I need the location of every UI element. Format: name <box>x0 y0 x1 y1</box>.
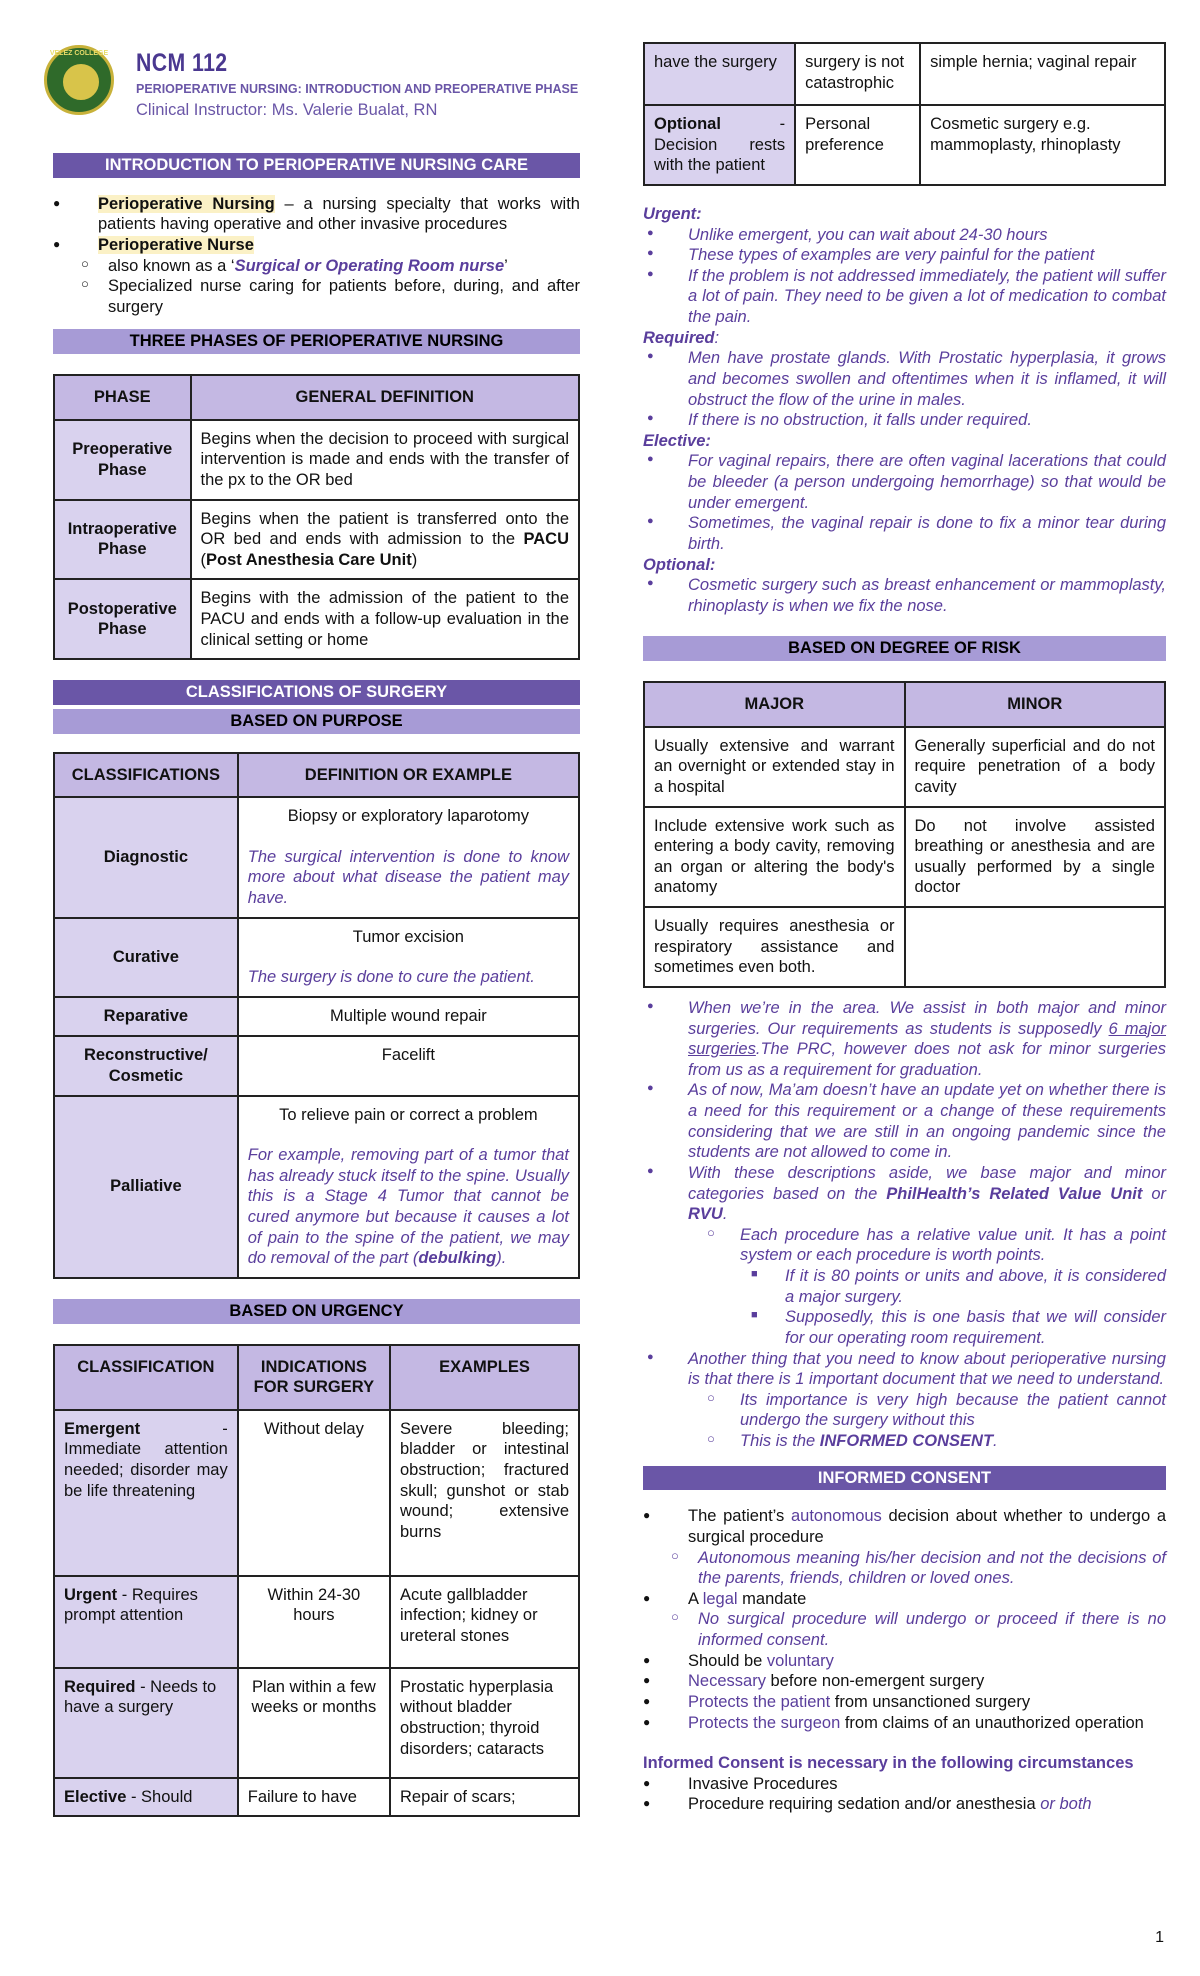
purpose-table <box>53 752 580 1279</box>
examples: Acute gallbladder infection; kidney or ureteral stones <box>390 1576 579 1668</box>
urgency-class <box>54 1668 238 1778</box>
sub-list-item <box>53 256 580 277</box>
classification-detail <box>238 797 579 918</box>
elective-notes-list <box>643 451 1166 554</box>
phase-definition: Begins with the admission of the patient to the PACU and ends with a follow-up evaluation in the clinical setting or home <box>191 579 580 659</box>
intro-list <box>53 194 580 318</box>
table-row <box>54 797 579 918</box>
item-highlight: voluntary <box>766 1651 834 1670</box>
note-bold-term: debulking <box>418 1249 497 1268</box>
note-item: ● These types of examples are very painful for the patient <box>643 245 1166 266</box>
urgent-notes-list <box>643 225 1166 328</box>
intro-heading: INTRODUCTION TO PERIOPERATIVE NURSING CARE <box>53 153 580 178</box>
note-body: For example, removing part of a tumor that has already stuck itself to the spine. Usually this is a Stage 4 Tumor that cannot be cured anymore but because it causes a lot of pain to the spine of the patient, we may do removal of the part ( <box>247 1146 569 1268</box>
col-definition-example: DEFINITION OR EXAMPLE <box>238 753 579 798</box>
urgency-table <box>53 1344 580 1818</box>
list-item <box>643 1506 1166 1547</box>
note-text: The surgery is done to cure the patient. <box>247 968 535 987</box>
item-text: from claims of an unauthorized operation <box>840 1713 1144 1732</box>
major-cell: Usually requires anesthesia or respiratory assistance and sometimes even both. <box>644 907 905 987</box>
table-row <box>644 907 1165 987</box>
classification-detail <box>238 918 579 997</box>
note-item: ● If there is no obstruction, it falls under required. <box>643 410 1166 431</box>
risk-table <box>643 681 1166 988</box>
phases-table <box>53 374 580 660</box>
urgency-heading: BASED ON URGENCY <box>53 1299 580 1324</box>
table-row <box>54 997 579 1036</box>
item-text: Procedure requiring sedation and/or anesthesia <box>688 1795 1036 1814</box>
table-header-row <box>644 682 1165 727</box>
class-desc: - Requires prompt attention <box>64 1585 198 1625</box>
class-desc: - Should <box>126 1787 193 1806</box>
example-text: Tumor excision <box>352 927 464 946</box>
note-bold: INFORMED CONSENT <box>819 1432 994 1450</box>
classification-name: Curative <box>54 918 238 997</box>
header-block <box>53 48 580 148</box>
class-name: Elective <box>64 1787 127 1806</box>
sub-note-item: ○ Its importance is very high because the patient cannot undergo the surgery without this <box>643 1390 1166 1431</box>
col-classification: CLASSIFICATION <box>54 1345 238 1410</box>
class-name: Required <box>64 1677 136 1696</box>
table-row <box>644 727 1165 807</box>
table-header-row <box>54 1345 579 1410</box>
table-row <box>54 1778 579 1817</box>
note-text: .The PRC, however does not ask for minor surgeries from us as a requirement for graduation. <box>688 1040 1166 1079</box>
consent-list <box>643 1506 1166 1733</box>
list-item <box>53 235 580 256</box>
right-column <box>643 42 1166 1815</box>
aka-prefix: also known as a ‘ <box>108 256 235 275</box>
sub-note-item: ○ Each procedure has a relative value unit. It has a point system or each procedure is worth points. <box>643 1225 1166 1266</box>
list-item <box>643 1692 1166 1713</box>
example-text: Multiple wound repair <box>238 997 579 1036</box>
note-text: . <box>993 1432 998 1450</box>
required-label <box>643 328 1166 349</box>
phase-definition <box>191 500 580 580</box>
note-item: ● For vaginal repairs, there are often vaginal lacerations that could be bleeder (a person undergoing hemorrhage) so that would be under emergent. <box>643 451 1166 513</box>
urgency-class <box>54 1576 238 1668</box>
note-item <box>643 998 1166 1081</box>
elective-label: Elective: <box>643 431 711 450</box>
note-end: ). <box>496 1249 507 1268</box>
note-item: ● Cosmetic surgery such as breast enhancement or mammoplasty, rhinoplasty is when we fix the nose. <box>643 575 1166 616</box>
sub-sub-note-item: ■ Supposedly, this is one basis that we will consider for our operating room requirement. <box>643 1307 1166 1348</box>
class-name: Emergent <box>64 1419 141 1438</box>
note-text <box>248 1145 569 1269</box>
required-label-text: Required <box>643 328 715 347</box>
urgency-notes <box>643 204 1166 617</box>
table-row <box>644 43 1165 105</box>
note-item: ● Another thing that you need to know about perioperative nursing is that there is 1 important document that we need to understand. <box>643 1349 1166 1390</box>
indication: Without delay <box>238 1410 390 1576</box>
class-desc: have the surgery <box>644 43 795 105</box>
list-item <box>643 1794 1166 1815</box>
col-definition: GENERAL DEFINITION <box>191 375 580 420</box>
note-item: ● As of now, Ma’am doesn’t have an update yet on whether there is a need for this requirement or a change of these requirements considering that we are still in an ongoing pandemic since the students are not allowed to come in. <box>643 1080 1166 1163</box>
examples: Cosmetic surgery e.g. mammoplasty, rhinoplasty <box>920 105 1165 185</box>
item-highlight: Protects the surgeon <box>688 1713 841 1732</box>
item-highlight: autonomous <box>790 1507 882 1526</box>
urgency-table-continued <box>643 42 1166 186</box>
table-row <box>54 500 579 580</box>
risk-notes-list <box>643 998 1166 1452</box>
required-colon: : <box>714 328 720 347</box>
item-highlight: Protects the patient <box>688 1692 831 1711</box>
classification-name: Diagnostic <box>54 797 238 918</box>
class-desc: - Decision rests with the patient <box>654 115 786 175</box>
classifications-heading: CLASSIFICATIONS OF SURGERY <box>53 680 580 705</box>
example-text: Biopsy or exploratory laparotomy <box>287 807 529 826</box>
col-indications: INDICATIONS FOR SURGERY <box>238 1345 390 1410</box>
note-item: ● Unlike emergent, you can wait about 24-30 hours <box>643 225 1166 246</box>
aka-suffix: ’ <box>504 256 508 275</box>
def-paren: ) <box>411 550 418 569</box>
def-text: Begins when the patient is transferred onto the OR bed and ends with admission to the <box>200 509 569 549</box>
examples: simple hernia; vaginal repair <box>920 43 1165 105</box>
logo-text: VELEZ COLLEGE <box>49 50 109 57</box>
term-perioperative-nurse: Perioperative Nurse <box>98 235 254 254</box>
circumstances-heading: Informed Consent is necessary in the following circumstances <box>643 1754 1134 1773</box>
class-desc: - Needs to have a surgery <box>64 1677 217 1717</box>
note-bold: RVU <box>688 1205 723 1224</box>
phases-heading: THREE PHASES OF PERIOPERATIVE NURSING <box>53 329 580 354</box>
instructor: Clinical Instructor: Ms. Valerie Bualat, RN <box>136 101 438 120</box>
required-notes-list <box>643 348 1166 431</box>
item-text: The patient’s <box>688 1507 791 1526</box>
item-text: decision about whether to undergo a surgical procedure <box>688 1507 1166 1546</box>
examples: Severe bleeding; bladder or intestinal obstruction; fractured skull; gunshot or stab wound; extensive burns <box>390 1410 579 1576</box>
def-paren: ( <box>200 550 206 569</box>
table-row <box>644 807 1165 908</box>
note-item: ● Men have prostate glands. With Prostatic hyperplasia, it grows and becomes swollen and oftentimes when it is inflamed, it will obstruct the flow of the urine in males. <box>643 348 1166 410</box>
term-perioperative-nursing: Perioperative Nursing <box>98 194 275 213</box>
note-item: ● If the problem is not addressed immediately, the patient will suffer a lot of pain. They need to be given a lot of medication to combat the pain. <box>643 266 1166 328</box>
table-row <box>644 105 1165 185</box>
examples: Repair of scars; <box>390 1778 579 1817</box>
col-minor: MINOR <box>905 682 1166 727</box>
major-cell: Include extensive work such as entering a body cavity, removing an organ or altering the body's anatomy <box>644 807 905 908</box>
note-text: . <box>722 1205 728 1224</box>
def-acronym: PACU <box>523 530 569 549</box>
list-item <box>643 1713 1166 1734</box>
phase-name: Postoperative Phase <box>54 579 191 659</box>
note-text: This is the <box>740 1432 820 1450</box>
note-bold: PhilHealth’s Related Value Unit <box>886 1184 1143 1203</box>
item-text: from unsanctioned surgery <box>830 1692 1031 1711</box>
page-number: 1 <box>1155 1929 1164 1946</box>
urgent-label: Urgent: <box>643 204 702 223</box>
table-row <box>54 420 579 500</box>
table-header-row <box>54 375 579 420</box>
phase-definition: Begins when the decision to proceed with surgical intervention is made and ends with the transfer of the px to the OR bed <box>191 420 580 500</box>
col-phase: PHASE <box>54 375 191 420</box>
classification-name: Palliative <box>54 1096 238 1278</box>
consent-heading: INFORMED CONSENT <box>643 1466 1166 1491</box>
indication: Failure to have <box>238 1778 390 1817</box>
item-text: mandate <box>737 1589 807 1608</box>
example-text: Facelift <box>238 1036 579 1096</box>
table-row <box>54 1410 579 1576</box>
item-highlight: legal <box>702 1589 738 1608</box>
urgency-class <box>54 1778 238 1817</box>
indication: surgery is not catastrophic <box>795 43 920 105</box>
indication: Within 24-30 hours <box>238 1576 390 1668</box>
note-text: When we’re in the area. We assist in both major and minor surgeries. Our requirements as students is supposedly <box>688 998 1166 1038</box>
note-item <box>643 1163 1166 1225</box>
left-column <box>53 45 580 1817</box>
table-row <box>54 1096 579 1278</box>
col-examples: EXAMPLES <box>390 1345 579 1410</box>
aka-term: Surgical or Operating Room nurse <box>234 256 505 275</box>
table-row <box>54 1036 579 1096</box>
circumstances-list <box>643 1774 1166 1815</box>
list-item: ● Invasive Procedures <box>643 1774 1166 1795</box>
class-desc: - Immediate attention needed; disorder may be life threatening <box>64 1419 228 1500</box>
risk-heading: BASED ON DEGREE OF RISK <box>643 636 1166 661</box>
term-definition: – a nursing specialty that works with patients having operative and other invasive procedures <box>98 194 580 234</box>
example-text: To relieve pain or correct a problem <box>279 1105 538 1124</box>
sub-list-item: ○ Specialized nurse caring for patients before, during, and after surgery <box>53 276 580 317</box>
sub-list-item: ○ Autonomous meaning his/her decision and not the decisions of the parents, friends, children or loved ones. <box>643 1548 1166 1589</box>
item-text: before non-emergent surgery <box>765 1672 985 1691</box>
col-classifications: CLASSIFICATIONS <box>54 753 238 798</box>
list-item <box>643 1671 1166 1692</box>
minor-cell: Generally superficial and do not require penetration of a body cavity <box>905 727 1166 807</box>
minor-cell <box>905 907 1166 987</box>
purpose-heading: BASED ON PURPOSE <box>53 709 580 734</box>
table-row <box>54 579 579 659</box>
list-item <box>53 194 580 235</box>
class-name: Optional <box>654 115 721 133</box>
phase-name: Intraoperative Phase <box>54 500 191 580</box>
optional-label: Optional: <box>643 555 716 574</box>
col-major: MAJOR <box>644 682 905 727</box>
phase-name: Preoperative Phase <box>54 420 191 500</box>
note-underlined: 6 major surgeries <box>688 1019 1166 1059</box>
sub-list-item: ○ No surgical procedure will undergo or proceed if there is no informed consent. <box>643 1609 1166 1650</box>
table-header-row <box>54 753 579 798</box>
sub-note-item <box>643 1431 1166 1452</box>
note-text: or <box>1142 1184 1166 1203</box>
table-row <box>54 918 579 997</box>
item-text: A <box>688 1589 703 1608</box>
list-item <box>643 1589 1166 1610</box>
class-name: Urgent <box>64 1585 118 1604</box>
urgency-class <box>644 105 795 185</box>
note-item: ● Sometimes, the vaginal repair is done to fix a minor tear during birth. <box>643 513 1166 554</box>
item-text: Should be <box>688 1651 767 1670</box>
list-item <box>643 1651 1166 1672</box>
indication: Plan within a few weeks or months <box>238 1668 390 1778</box>
note-text: With these descriptions aside, we base major and minor categories based on the <box>688 1163 1166 1203</box>
indication: Personal preference <box>795 105 920 185</box>
table-row <box>54 1576 579 1668</box>
examples: Prostatic hyperplasia without bladder obstruction; thyroid disorders; cataracts <box>390 1668 579 1778</box>
minor-cell: Do not involve assisted breathing or anesthesia and are usually performed by a single doctor <box>905 807 1166 908</box>
classification-name: Reconstructive/ Cosmetic <box>54 1036 238 1096</box>
urgency-class <box>54 1410 238 1576</box>
major-cell: Usually extensive and warrant an overnight or extended stay in a hospital <box>644 727 905 807</box>
item-highlight: or both <box>1035 1795 1092 1814</box>
classification-detail <box>238 1096 579 1278</box>
course-title: NCM 112 <box>136 49 228 77</box>
optional-notes-list <box>643 575 1166 616</box>
course-subtitle: PERIOPERATIVE NURSING: INTRODUCTION AND PREOPERATIVE PHASE <box>136 82 579 97</box>
sub-sub-note-item: ■ If it is 80 points or units and above, it is considered a major surgery. <box>643 1266 1166 1307</box>
item-highlight: Necessary <box>688 1672 766 1691</box>
classification-name: Reparative <box>54 997 238 1036</box>
table-row <box>54 1668 579 1778</box>
note-text: The surgical intervention is done to know more about what disease the patient may have. <box>247 847 569 907</box>
def-expansion: Post Anesthesia Care Unit <box>206 550 412 569</box>
